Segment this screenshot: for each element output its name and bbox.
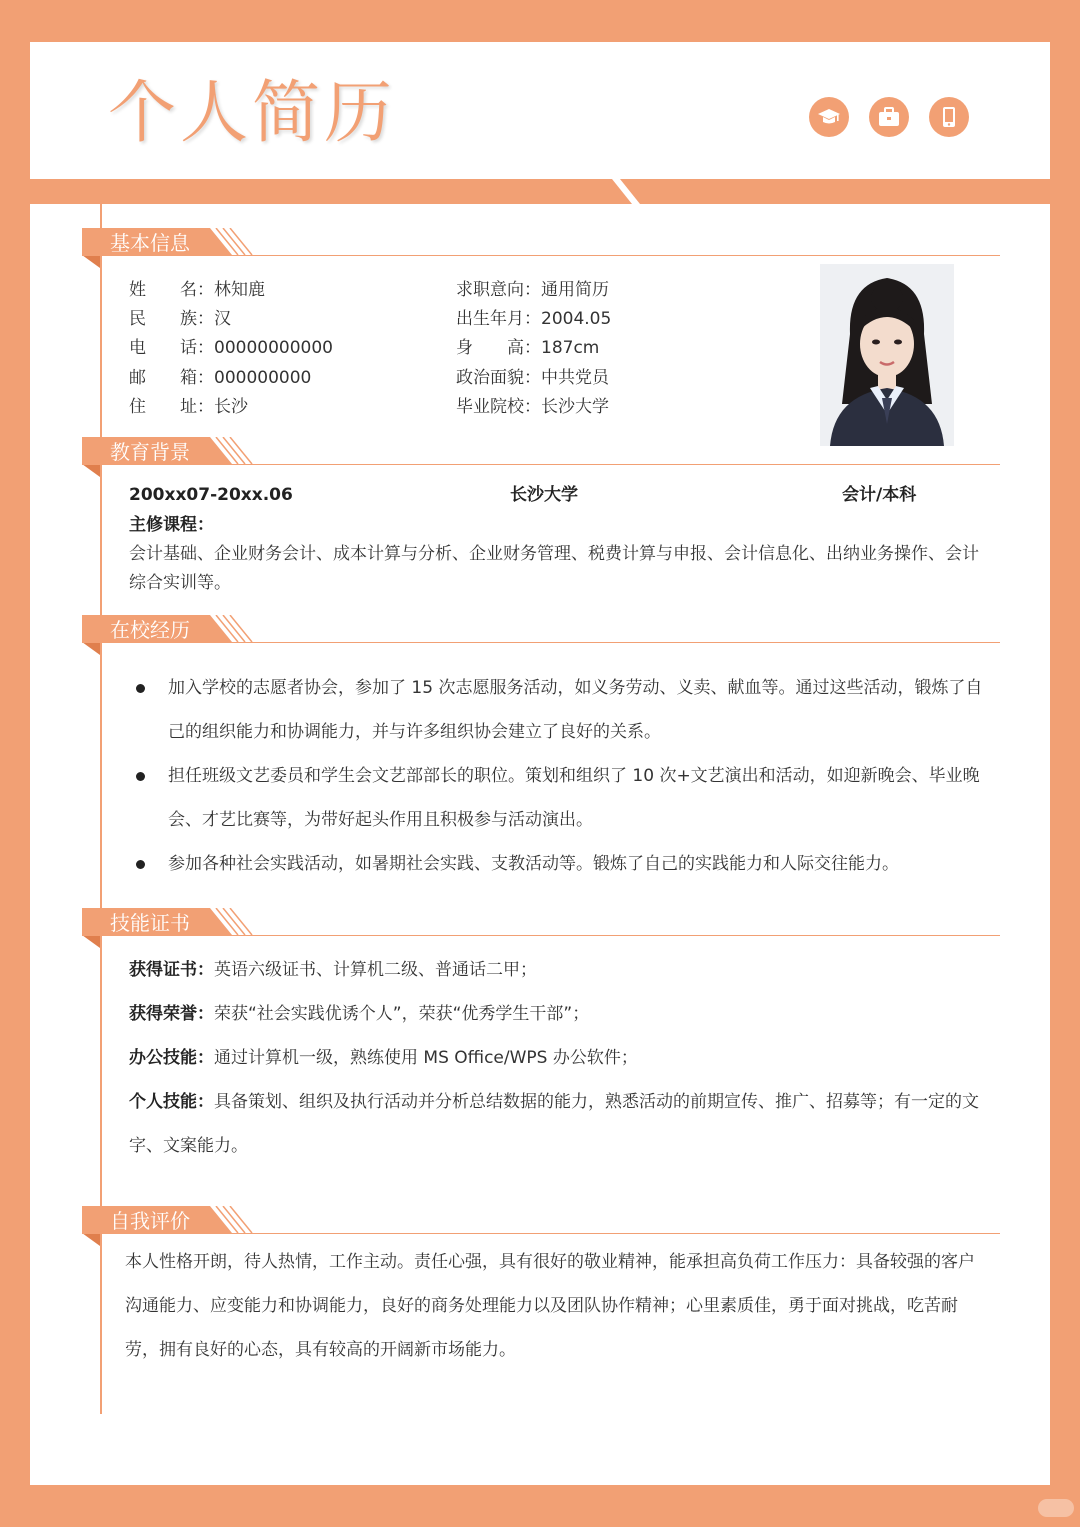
info-row: 邮 箱：000000000	[129, 368, 312, 388]
info-row: 求职意向：通用简历	[456, 280, 609, 300]
courses-label: 主修课程：	[129, 515, 214, 535]
page-title: 个人简历	[108, 74, 397, 153]
skill-item: 获得证书：英语六级证书、计算机二级、普通话二甲；	[129, 960, 537, 980]
list-item: 担任班级文艺委员和学生会文艺部部长的职位。策划和组织了 10 次+文艺演出和活动，如迎新晚会、毕业晚会、才艺比赛等，为带好起头作用且积极参与活动演出。	[168, 766, 980, 830]
education-school: 长沙大学	[510, 485, 578, 505]
skill-item: 个人技能：具备策划、组织及执行活动并分析总结数据的能力，熟悉活动的前期宣传、推广、招募等；有一定的文字、文案能力。	[129, 1092, 979, 1156]
skill-item: 获得荣誉：荣获“社会实践优诱个人”，荣获“优秀学生干部”；	[129, 1004, 590, 1024]
bullet-dot	[136, 860, 145, 869]
section-header-education	[82, 437, 1000, 477]
section-title: 技能证书	[110, 911, 190, 935]
section-title: 在校经历	[110, 618, 190, 642]
education-major: 会计/本科	[842, 485, 917, 505]
bullet-dot	[136, 684, 145, 693]
section-title: 自我评价	[110, 1209, 190, 1233]
info-row: 民 族：汉	[129, 309, 231, 329]
info-row: 姓 名：林知鹿	[129, 280, 265, 300]
resume-page	[30, 42, 1050, 1485]
self-eval-text: 本人性格开朗，待人热情，工作主动。责任心强，具有很好的敬业精神，能承担高负荷工作压力：具备较强的客户沟通能力、应变能力和协调能力，良好的商务处理能力以及团队协作精神；心里素质佳，勇于面对挑战，吃苦耐劳，拥有良好的心态，具有较高的开阔新市场能力。	[125, 1252, 975, 1360]
info-row: 出生年月：2004.05	[456, 309, 612, 329]
section-title: 教育背景	[110, 440, 190, 464]
header-divider-band	[30, 42, 1050, 207]
info-row: 政治面貌：中共党员	[456, 368, 609, 388]
profile-photo	[820, 264, 954, 446]
list-item: 参加各种社会实践活动，如暑期社会实践、支教活动等。锻炼了自己的实践能力和人际交往能力。	[168, 854, 899, 874]
bullet-dot	[136, 772, 145, 781]
watermark-badge	[1038, 1499, 1074, 1517]
info-row: 电 话：00000000000	[129, 338, 333, 358]
list-item: 加入学校的志愿者协会，参加了 15 次志愿服务活动，如义务劳动、义卖、献血等。通过这些活动，锻炼了自己的组织能力和协调能力，并与许多组织协会建立了良好的关系。	[168, 678, 983, 742]
section-header-basic	[82, 228, 1000, 268]
info-row: 毕业院校：长沙大学	[456, 397, 609, 417]
info-row: 住 址：长沙	[129, 397, 248, 417]
education-period: 200xx07-20xx.06	[129, 485, 293, 505]
section-header-skills	[82, 908, 1000, 948]
skill-item: 办公技能：通过计算机一级，熟练使用 MS Office/WPS 办公软件；	[129, 1048, 638, 1068]
section-header-campus	[82, 615, 1000, 655]
info-row: 身 高：187cm	[456, 338, 600, 358]
section-title: 基本信息	[110, 231, 190, 255]
courses-text: 会计基础、企业财务会计、成本计算与分析、企业财务管理、税费计算与申报、会计信息化、出纳业务操作、会计综合实训等。	[129, 544, 979, 593]
